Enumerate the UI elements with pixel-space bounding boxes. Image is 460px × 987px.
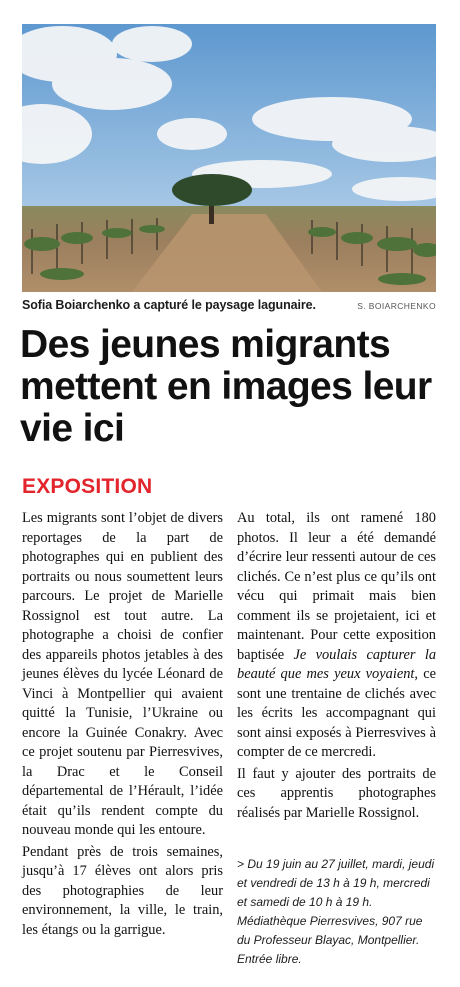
event-info: > Du 19 juin au 27 juillet, mardi, jeudi et vendredi de 13 h à 19 h, mercredi et samedi de 10 h à 19 h. Médiathèque Pierresvives, 907 rue du Professeur Blayac, Montpellier. Entrée libre. — [237, 857, 435, 966]
article-paragraph: Les migrants sont l’objet de divers reportages de la part de photographes qui en publient des portraits ou nous soumettent leurs parcours. Le projet de Marielle Rossignol est tout autre. La photographe a choisi de confier des appareils photos jetables à des jeunes élèves du lycée Léonard de Vinci à Montpellier qui avaient quitté la Tunisie, l’Ukraine ou encore la Guinée Conakry. Avec ce projet soutenu par Pierresvives, la Drac et le Conseil départemental de l’Hérault, l’idée était qu’ils rendent compte du nouveau monde qui les entoure. — [22, 510, 223, 838]
landscape-photo — [22, 24, 436, 292]
article-photo — [22, 24, 436, 292]
article-paragraph — [237, 509, 436, 763]
tree-crown — [172, 174, 252, 206]
article-paragraph: Il faut y ajouter des portraits de ces apprentis photographes réalisés par Marielle Rossignol. — [237, 765, 436, 821]
article-column-left — [22, 509, 223, 940]
photo-caption: Sofia Boiarchenko a capturé le paysage lagunaire. — [22, 298, 316, 312]
article-text: , ce sont une trentaine de clichés avec les écrits les accompagnant qui sont ainsi exposés à Pierresvives à compter de ce mercredi. — [237, 666, 436, 760]
photo-credit: S. BOIARCHENKO — [357, 301, 436, 311]
article-column-right — [237, 509, 436, 823]
photo-caption-row — [22, 298, 436, 316]
headline: Des jeunes migrants mettent en images leur vie ici — [20, 323, 432, 450]
article-text: Au total, ils ont ramené 180 photos. Il leur a été demandé d’écrire leur ressenti autour de ces clichés. Ce n’est plus ce qu’ils ont vécu qui primait mais bien comment ils se projetaient, ici et maintenant. Pour cette exposition baptisée — [237, 510, 436, 663]
article-paragraph: Pendant près de trois semaines, jusqu’à 17 élèves ont alors pris des photographies de leur environnement, la ville, le train, les étangs ou la garrigue. — [22, 843, 223, 938]
exhibition-title: Je voulais capturer la beauté que mes yeux voyaient — [237, 646, 437, 682]
section-kicker: EXPOSITION — [22, 475, 153, 498]
